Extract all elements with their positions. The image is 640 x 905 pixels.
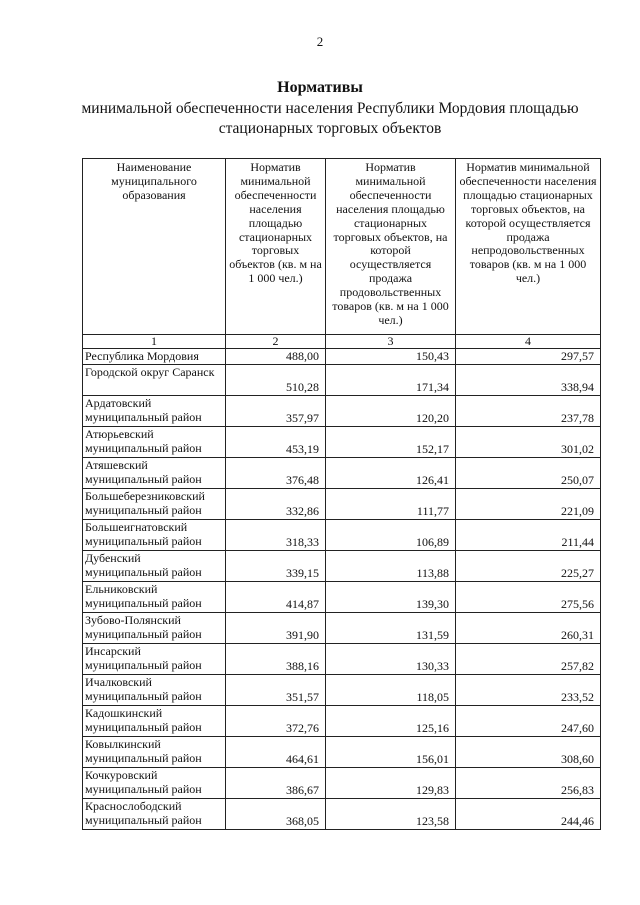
municipality-name-cell: Инсарский муниципальный район bbox=[83, 644, 226, 675]
nonfood-norm-cell: 338,94 bbox=[456, 365, 601, 396]
nonfood-norm-cell: 256,83 bbox=[456, 768, 601, 799]
food-norm-cell: 106,89 bbox=[326, 520, 456, 551]
municipality-name-cell: Городской округ Саранск bbox=[83, 365, 226, 396]
table-row bbox=[83, 349, 601, 365]
nonfood-norm-cell: 308,60 bbox=[456, 737, 601, 768]
nonfood-norm-cell: 275,56 bbox=[456, 582, 601, 613]
total-norm-cell: 339,15 bbox=[226, 551, 326, 582]
nonfood-norm-cell: 297,57 bbox=[456, 349, 601, 365]
food-norm-cell: 139,30 bbox=[326, 582, 456, 613]
total-norm-cell: 510,28 bbox=[226, 365, 326, 396]
food-norm-cell: 113,88 bbox=[326, 551, 456, 582]
table-body bbox=[83, 349, 601, 830]
municipality-name-cell: Большеберезниковский муниципальный район bbox=[83, 489, 226, 520]
total-norm-cell: 386,67 bbox=[226, 768, 326, 799]
nonfood-norm-cell: 301,02 bbox=[456, 427, 601, 458]
column-number: 1 bbox=[83, 335, 226, 349]
municipality-name-cell: Зубово-Полянский муниципальный район bbox=[83, 613, 226, 644]
table-row bbox=[83, 613, 601, 644]
nonfood-norm-cell: 225,27 bbox=[456, 551, 601, 582]
total-norm-cell: 351,57 bbox=[226, 675, 326, 706]
nonfood-norm-cell: 211,44 bbox=[456, 520, 601, 551]
header-food-norm: Норматив минимальной обеспеченности населения площадью стационарных торговых объектов, на которой осуществляется продажа продовольственных товаров (кв. м на 1 000 чел.) bbox=[326, 159, 456, 335]
table-row bbox=[83, 489, 601, 520]
table-row bbox=[83, 582, 601, 613]
header-total-norm: Норматив минимальной обеспеченности населения площадью стационарных торговых объектов (кв. м на 1 000 чел.) bbox=[226, 159, 326, 335]
nonfood-norm-cell: 237,78 bbox=[456, 396, 601, 427]
nonfood-norm-cell: 221,09 bbox=[456, 489, 601, 520]
total-norm-cell: 368,05 bbox=[226, 799, 326, 830]
nonfood-norm-cell: 244,46 bbox=[456, 799, 601, 830]
total-norm-cell: 376,48 bbox=[226, 458, 326, 489]
food-norm-cell: 118,05 bbox=[326, 675, 456, 706]
food-norm-cell: 129,83 bbox=[326, 768, 456, 799]
municipality-name-cell: Ковылкинский муниципальный район bbox=[83, 737, 226, 768]
total-norm-cell: 318,33 bbox=[226, 520, 326, 551]
municipality-name-cell: Краснослободский муниципальный район bbox=[83, 799, 226, 830]
food-norm-cell: 123,58 bbox=[326, 799, 456, 830]
header-nonfood-norm: Норматив минимальной обеспеченности населения площадью стационарных торговых объектов, на которой осуществляется продажа непродовольственных товаров (кв. м на 1 000 чел.) bbox=[456, 159, 601, 335]
food-norm-cell: 120,20 bbox=[326, 396, 456, 427]
total-norm-cell: 464,61 bbox=[226, 737, 326, 768]
municipality-name-cell: Кадошкинский муниципальный район bbox=[83, 706, 226, 737]
table-row bbox=[83, 520, 601, 551]
nonfood-norm-cell: 250,07 bbox=[456, 458, 601, 489]
food-norm-cell: 171,34 bbox=[326, 365, 456, 396]
column-number: 2 bbox=[226, 335, 326, 349]
table-row bbox=[83, 427, 601, 458]
table-row bbox=[83, 675, 601, 706]
total-norm-cell: 488,00 bbox=[226, 349, 326, 365]
total-norm-cell: 414,87 bbox=[226, 582, 326, 613]
municipality-name-cell: Ардатовский муниципальный район bbox=[83, 396, 226, 427]
food-norm-cell: 131,59 bbox=[326, 613, 456, 644]
food-norm-cell: 126,41 bbox=[326, 458, 456, 489]
document-title: Нормативы bbox=[277, 79, 363, 96]
municipality-name-cell: Республика Мордовия bbox=[83, 349, 226, 365]
table-row bbox=[83, 458, 601, 489]
municipality-name-cell: Ичалковский муниципальный район bbox=[83, 675, 226, 706]
nonfood-norm-cell: 260,31 bbox=[456, 613, 601, 644]
municipality-name-cell: Кочкуровский муниципальный район bbox=[83, 768, 226, 799]
column-number: 3 bbox=[326, 335, 456, 349]
food-norm-cell: 130,33 bbox=[326, 644, 456, 675]
table-row bbox=[83, 396, 601, 427]
table-header bbox=[83, 159, 601, 349]
table-row bbox=[83, 365, 601, 396]
municipality-name-cell: Атяшевский муниципальный район bbox=[83, 458, 226, 489]
municipality-name-cell: Большеигнатовский муниципальный район bbox=[83, 520, 226, 551]
nonfood-norm-cell: 257,82 bbox=[456, 644, 601, 675]
nonfood-norm-cell: 233,52 bbox=[456, 675, 601, 706]
food-norm-cell: 150,43 bbox=[326, 349, 456, 365]
total-norm-cell: 372,76 bbox=[226, 706, 326, 737]
total-norm-cell: 332,86 bbox=[226, 489, 326, 520]
municipality-name-cell: Атюрьевский муниципальный район bbox=[83, 427, 226, 458]
municipality-name-cell: Ельниковский муниципальный район bbox=[83, 582, 226, 613]
table-row bbox=[83, 768, 601, 799]
food-norm-cell: 152,17 bbox=[326, 427, 456, 458]
food-norm-cell: 111,77 bbox=[326, 489, 456, 520]
document-subtitle: минимальной обеспеченности населения Республики Мордовия площадью стационарных торговых объектов bbox=[81, 100, 579, 137]
table-row bbox=[83, 644, 601, 675]
food-norm-cell: 156,01 bbox=[326, 737, 456, 768]
page-number: 2 bbox=[316, 34, 324, 49]
food-norm-cell: 125,16 bbox=[326, 706, 456, 737]
nonfood-norm-cell: 247,60 bbox=[456, 706, 601, 737]
table-row bbox=[83, 799, 601, 830]
table-row bbox=[83, 706, 601, 737]
norms-table bbox=[82, 158, 601, 830]
total-norm-cell: 391,90 bbox=[226, 613, 326, 644]
column-number: 4 bbox=[456, 335, 601, 349]
table-row bbox=[83, 737, 601, 768]
header-municipality: Наименование муниципального образования bbox=[83, 159, 226, 335]
municipality-name-cell: Дубенский муниципальный район bbox=[83, 551, 226, 582]
total-norm-cell: 357,97 bbox=[226, 396, 326, 427]
total-norm-cell: 388,16 bbox=[226, 644, 326, 675]
table-row bbox=[83, 551, 601, 582]
total-norm-cell: 453,19 bbox=[226, 427, 326, 458]
